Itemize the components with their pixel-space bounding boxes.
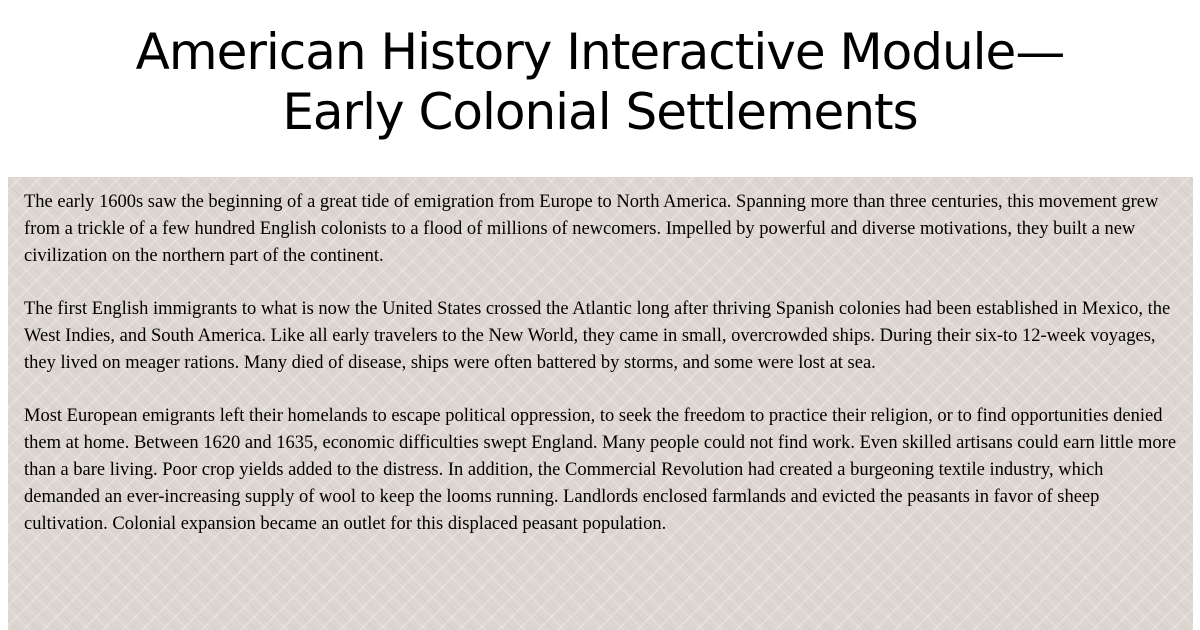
paragraph-motivations: Most European emigrants left their homelands to escape political oppression, to seek the freedom to practice their religion, or to find opportunities denied them at home. Between 1620 and 1635, economic difficulties swept England. Many people could not find work. Even skilled artisans could earn little more than a bare living. Poor crop yields added to the distress. In addition, the Commercial Revolution had created a burgeoning textile industry, which demanded an ever-increasing supply of wool to keep the looms running. Landlords enclosed farmlands and evicted the peasants in favor of sheep cultivation. Colonial expansion became an outlet for this displaced peasant population. — [24, 406, 1177, 534]
page-title-line-1: American History Interactive Module— — [135, 23, 1065, 81]
reading-passage — [8, 177, 1193, 630]
page-title-line-2: Early Colonial Settlements — [282, 83, 918, 141]
page-title — [0, 22, 1200, 142]
paragraph-first-english-immigrants: The first English immigrants to what is now the United States crossed the Atlantic long after thriving Spanish colonies had been established in Mexico, the West Indies, and South America. Like all early travelers to the New World, they came in small, overcrowded ships. During their six-to 12-week voyages, they lived on meager rations. Many died of disease, ships were often battered by storms, and some were lost at sea. — [24, 299, 1171, 373]
paragraph-emigration-tide: The early 1600s saw the beginning of a great tide of emigration from Europe to North America. Spanning more than three centuries, this movement grew from a trickle of a few hundred English colonists to a flood of millions of newcomers. Impelled by powerful and diverse motivations, they built a new civilization on the northern part of the continent. — [24, 192, 1159, 266]
